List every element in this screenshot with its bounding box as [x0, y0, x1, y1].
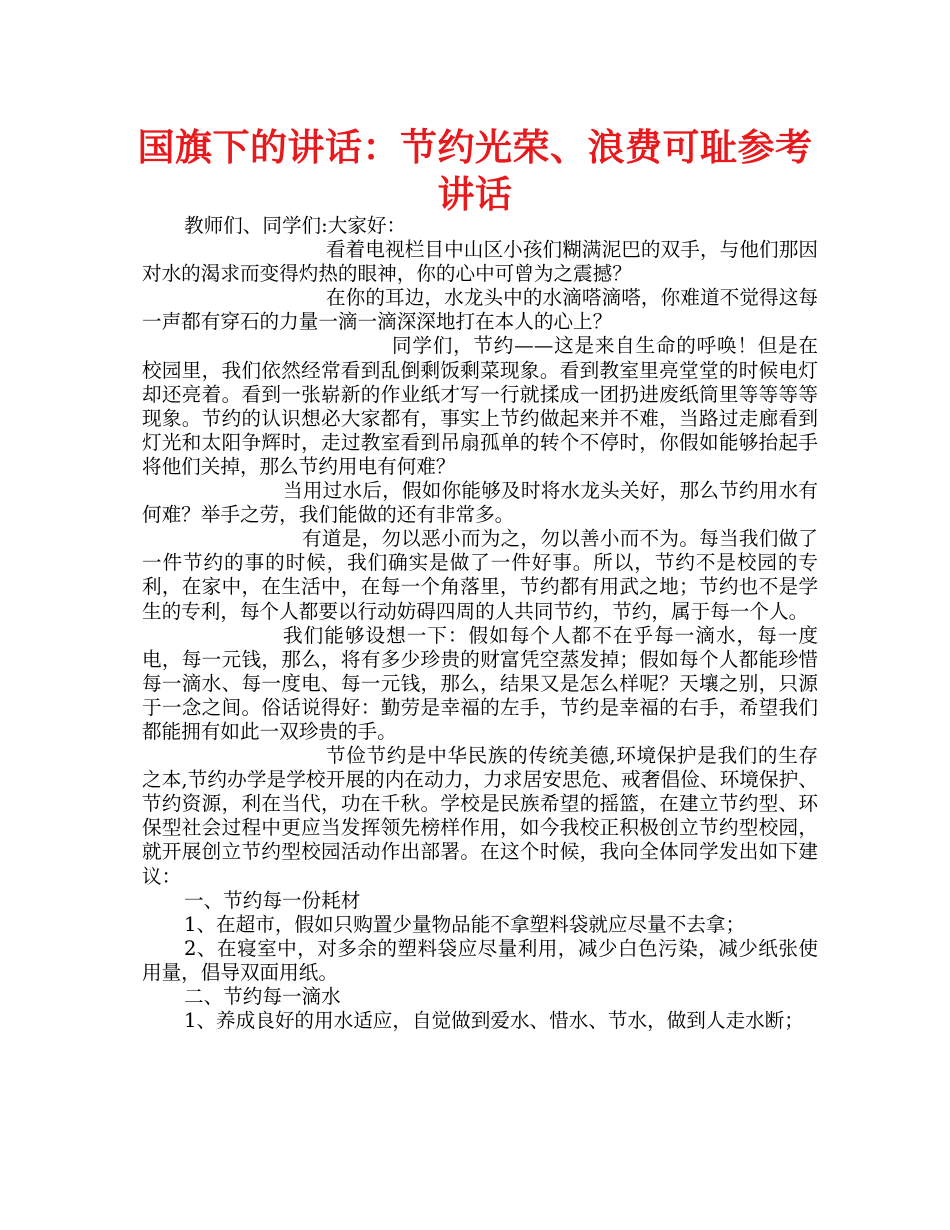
list-item-1-2: 2、在寝室中，对多余的塑料袋应尽量利用，减少白色污染，减少纸张使用量，倡导双面用纸。 — [142, 936, 818, 984]
paragraph-greeting: 教师们、同学们:大家好： — [184, 214, 407, 237]
section-heading-1: 一、节约每一份耗材 — [184, 888, 361, 912]
paragraph-4: 当用过水后，假如你能够及时将水龙头关好，那么节约用水有何难？举手之劳，我们能做的还有非常多。 — [142, 479, 818, 527]
document-body — [142, 214, 818, 1033]
paragraph-7: 节俭节约是中华民族的传统美德,环境保护是我们的生存之本,节约办学是学校开展的内在动力，力求居安思危、戒奢倡俭、环境保护、节约资源，利在当代，功在千秋。学校是民族希望的摇篮，在建立节约型、环保型社会过程中更应当发挥领先榜样作用，如今我校正积极创立节约型校园，就开展创立节约型校园活动作出部署。在这个时候，我向全体同学发出如下建议： — [142, 744, 818, 888]
paragraph-6: 我们能够设想一下：假如每个人都不在乎每一滴水，每一度电，每一元钱，那么，将有多少珍贵的财富凭空蒸发掉；假如每个人都能珍惜每一滴水、每一度电、每一元钱，那么，结果又是怎么样呢？天壤之别，只源于一念之间。俗话说得好：勤劳是幸福的左手，节约是幸福的右手，希望我们都能拥有如此一双珍贵的手。 — [142, 623, 818, 743]
document-title: 国旗下的讲话：节约光荣、浪费可耻参考讲话 — [137, 126, 813, 216]
paragraph-3: 同学们，节约——这是来自生命的呼唤！但是在校园里，我们依然经常看到乱倒剩饭剩菜现象。看到教室里亮堂堂的时候电灯却还亮着。看到一张崭新的作业纸才写一行就揉成一团扔进废纸筒里等等等等现象。节约的认识想必大家都有，事实上节约做起来并不难，当路过走廊看到灯光和太阳争辉时，走过教室看到吊扇孤单的转个不停时，你假如能够抬起手将他们关掉，那么节约用电有何难？ — [142, 334, 818, 478]
section-heading-2: 二、节约每一滴水 — [184, 985, 341, 1008]
paragraph-5: 有道是，勿以恶小而为之，勿以善小而不为。每当我们做了一件节约的事的时候，我们确实是做了一件好事。所以，节约不是校园的专利，在家中，在生活中，在每一个角落里，节约都有用武之地；节约也不是学生的专利，每个人都要以行动妨碍四周的人共同节约，节约，属于每一个人。 — [142, 527, 818, 623]
list-item-1-1: 1、在超市，假如只购置少量物品能不拿塑料袋就应尽量不去拿； — [184, 912, 746, 936]
paragraph-2: 在你的耳边，水龙头中的水滴嗒滴嗒，你难道不觉得这每一声都有穿石的力量一滴一滴深深地打在本人的心上？ — [142, 286, 818, 334]
paragraph-1: 看着电视栏目中山区小孩们糊满泥巴的双手，与他们那因对水的渴求而变得灼热的眼神，你的心中可曾为之震撼？ — [142, 238, 818, 286]
list-item-2-1: 1、养成良好的用水适应，自觉做到爱水、惜水、节水，做到人走水断； — [184, 1009, 804, 1033]
